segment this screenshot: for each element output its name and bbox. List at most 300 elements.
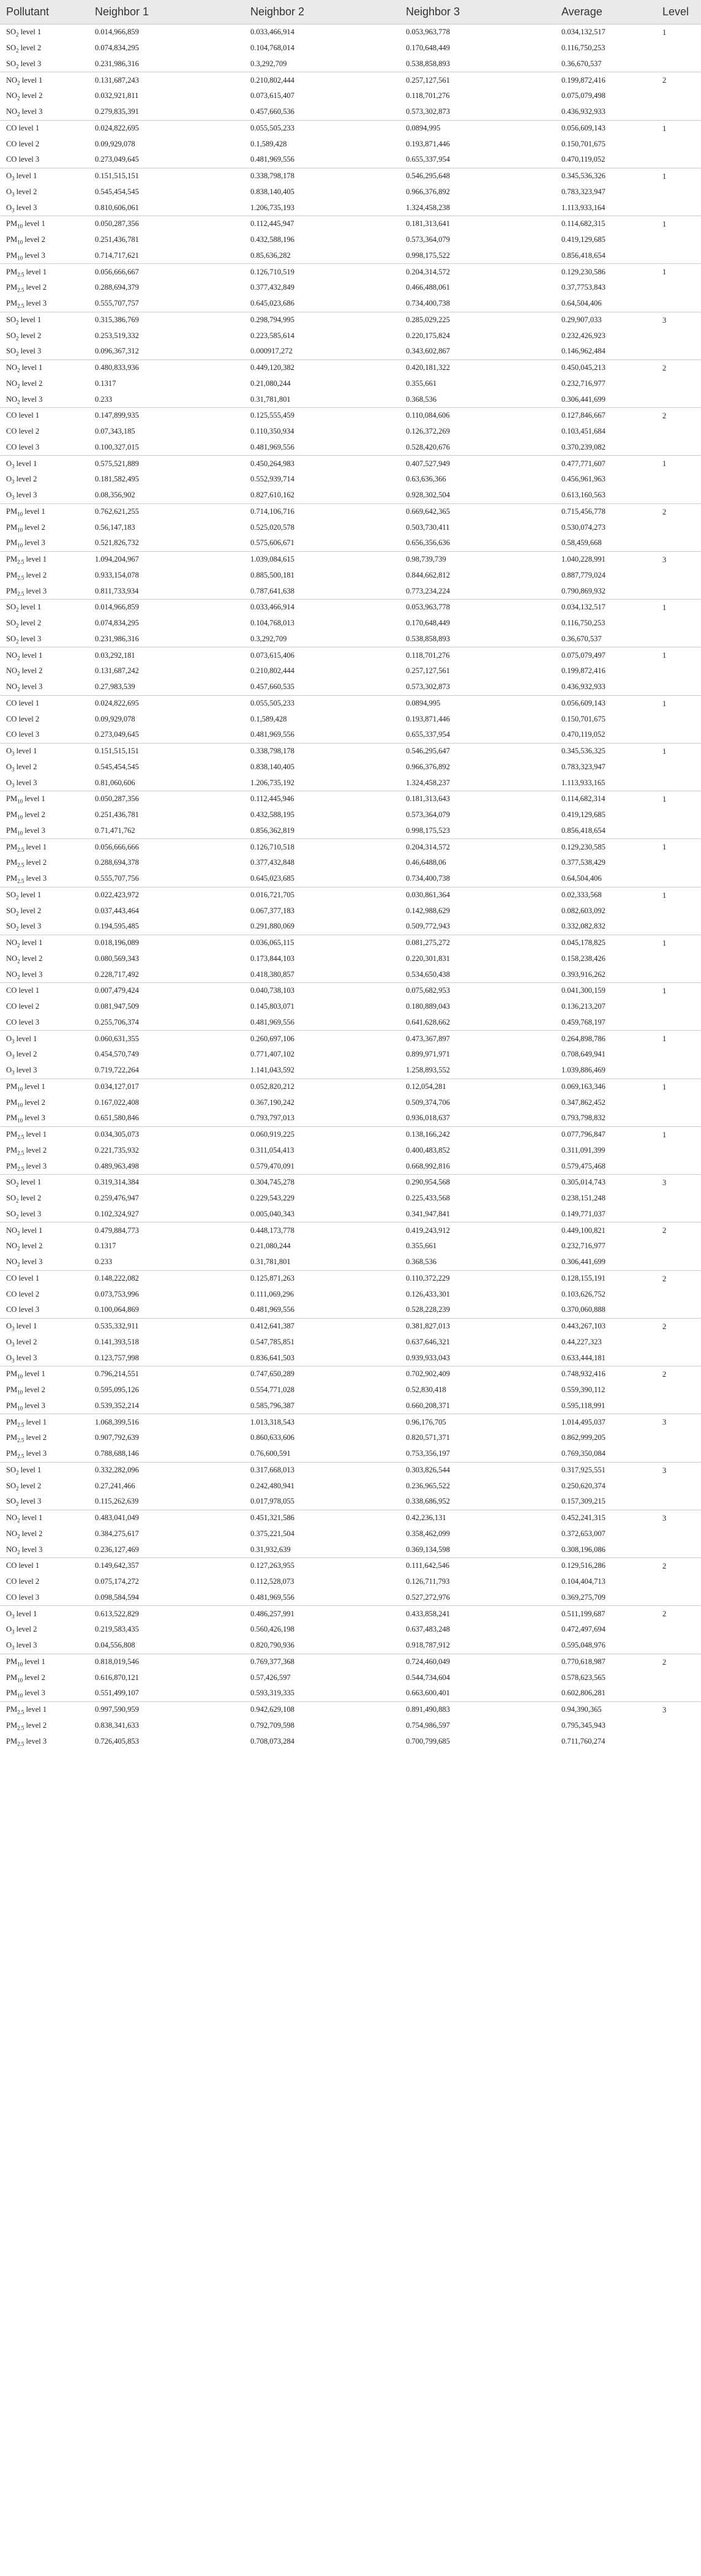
average-cell: 0.232,716,977 xyxy=(561,378,605,388)
header-level: Level xyxy=(656,0,701,24)
neighbor-cell: 0.08,356,902 xyxy=(95,491,135,500)
neighbor-cell: 0.319,314,384 xyxy=(89,1175,244,1191)
header-average: Average xyxy=(555,0,656,24)
neighbor-cell: 0.939,933,043 xyxy=(406,1353,450,1362)
neighbor-cell: 0.575,606,671 xyxy=(250,538,294,548)
neighbor-cell: 0.573,302,873 xyxy=(406,682,450,691)
table-row xyxy=(0,663,701,679)
pollutant-cell: $O_3$ level 3 xyxy=(6,1641,37,1651)
average-cell: 1.039,886,469 xyxy=(561,1066,605,1075)
pollutant-cell: $O_3$ level 2 xyxy=(6,1050,37,1060)
table-row xyxy=(0,104,701,120)
table-row xyxy=(0,1670,701,1685)
average-cell: 0.250,620,374 xyxy=(561,1481,605,1490)
average-cell: 0.127,846,667 xyxy=(555,408,656,424)
neighbor-cell: 0.420,181,322 xyxy=(400,360,555,375)
pollutant-cell: $O_3$ level 1 xyxy=(0,1318,89,1334)
table-row xyxy=(0,1302,701,1318)
table-row xyxy=(0,56,701,72)
neighbor-cell: 0.838,140,405 xyxy=(250,762,294,771)
pollutant-cell: $O_3$ level 2 xyxy=(6,475,37,485)
table-row xyxy=(0,711,701,727)
neighbor-cell: 0.053,963,778 xyxy=(400,24,555,40)
average-cell: 0.711,760,274 xyxy=(561,1736,605,1746)
neighbor-cell: 0.451,321,586 xyxy=(244,1510,400,1526)
average-cell: 0.069,163,346 xyxy=(555,1079,656,1094)
level-cell: 1 xyxy=(656,168,701,216)
level-cell: 3 xyxy=(656,1462,701,1510)
neighbor-cell: 0.891,490,883 xyxy=(400,1701,555,1717)
table-row xyxy=(0,535,701,551)
level-cell: 1 xyxy=(656,24,701,72)
neighbor-cell: 0.067,377,183 xyxy=(250,906,294,915)
table-row xyxy=(0,360,701,375)
neighbor-cell: 0.734,400,738 xyxy=(406,874,450,883)
average-cell: 0.056,609,143 xyxy=(555,695,656,711)
neighbor-cell: 0.509,374,706 xyxy=(406,1098,450,1107)
neighbor-cell: 0.544,734,604 xyxy=(406,1673,450,1682)
level-cell: 3 xyxy=(656,1510,701,1557)
table-row xyxy=(0,472,701,488)
table-row xyxy=(0,216,701,232)
level-cell: 2 xyxy=(656,1270,701,1318)
table-row xyxy=(0,583,701,599)
average-cell: 0.075,079,498 xyxy=(561,91,605,100)
neighbor-cell: 0.827,610,162 xyxy=(250,491,294,500)
average-cell: 0.345,536,326 xyxy=(555,168,656,184)
neighbor-cell: 0.31,932,639 xyxy=(250,1545,291,1554)
average-cell: 0.29,907,033 xyxy=(555,312,656,328)
table-row xyxy=(0,440,701,456)
average-cell: 0.559,390,112 xyxy=(561,1385,605,1395)
table-row xyxy=(0,391,701,407)
neighbor-cell: 0.125,555,459 xyxy=(244,408,400,424)
average-cell: 0.64,504,406 xyxy=(561,299,602,308)
neighbor-cell: 0.110,084,606 xyxy=(400,408,555,424)
table-row xyxy=(0,1622,701,1638)
neighbor-cell: 0.63,636,366 xyxy=(406,475,446,484)
neighbor-cell: 0.56,147,183 xyxy=(95,522,135,532)
neighbor-cell: 0.273,049,645 xyxy=(95,155,139,164)
average-cell: 0.034,132,517 xyxy=(555,600,656,616)
neighbor-cell: 0.466,488,061 xyxy=(406,283,450,292)
neighbor-cell: 0.127,263,955 xyxy=(244,1558,400,1574)
table-row xyxy=(0,1430,701,1446)
table-row xyxy=(0,519,701,535)
level-cell: 2 xyxy=(656,408,701,456)
pollutant-cell: CO level 3 xyxy=(6,155,40,164)
average-cell: 0.443,267,103 xyxy=(555,1318,656,1334)
neighbor-cell: 0.338,686,952 xyxy=(406,1497,450,1506)
pollutant-cell: $O_3$ level 2 xyxy=(6,1337,37,1348)
level-cell: 1 xyxy=(656,1079,701,1126)
average-cell: 0.372,653,007 xyxy=(561,1529,605,1538)
neighbor-cell: 0.007,479,424 xyxy=(89,983,244,999)
neighbor-cell: 0.645,023,686 xyxy=(250,299,294,308)
level-cell: 3 xyxy=(656,312,701,360)
table-row xyxy=(0,1446,701,1462)
table-row xyxy=(0,1191,701,1207)
pollutant-cell: $PM_{2.5}$ level 3 xyxy=(6,299,47,309)
level-cell: 3 xyxy=(656,1175,701,1222)
level-cell: 1 xyxy=(656,264,701,312)
neighbor-cell: 0.367,190,242 xyxy=(250,1098,294,1107)
pollutant-cell: CO level 2 xyxy=(6,139,40,148)
neighbor-cell: 0.907,792,639 xyxy=(95,1433,139,1442)
table-row xyxy=(0,248,701,264)
pollutant-cell: $NO_2$ level 2 xyxy=(6,91,43,102)
neighbor-cell: 0.585,796,387 xyxy=(250,1401,294,1410)
neighbor-cell: 0.546,295,648 xyxy=(400,168,555,184)
neighbor-cell: 0.055,505,233 xyxy=(244,695,400,711)
average-cell: 0.199,872,416 xyxy=(555,72,656,88)
average-cell: 0.345,536,325 xyxy=(555,743,656,759)
neighbor-cell: 0.355,661 xyxy=(406,1241,437,1251)
neighbor-cell: 0.014,966,859 xyxy=(89,600,244,616)
neighbor-cell: 0.57,426,597 xyxy=(250,1673,291,1682)
table-row xyxy=(0,88,701,104)
average-cell: 0.459,768,197 xyxy=(561,1017,605,1026)
table-row xyxy=(0,983,701,999)
table-row xyxy=(0,1398,701,1414)
pollutant-cell: $PM_{10}$ level 3 xyxy=(6,538,45,549)
neighbor-cell: 0.210,802,444 xyxy=(244,72,400,88)
neighbor-cell: 0.100,327,015 xyxy=(95,442,139,451)
level-cell: 2 xyxy=(656,1318,701,1366)
average-cell: 0.116,750,253 xyxy=(561,619,605,628)
average-cell: 0.470,119,052 xyxy=(561,730,605,739)
neighbor-cell: 0.073,753,996 xyxy=(95,1289,139,1298)
neighbor-cell: 0.098,584,594 xyxy=(95,1592,139,1602)
neighbor-cell: 0.811,733,934 xyxy=(95,586,139,595)
table-row xyxy=(0,631,701,647)
neighbor-cell: 0.126,710,519 xyxy=(244,264,400,280)
pollutant-cell: $NO_2$ level 2 xyxy=(6,378,43,390)
table-row xyxy=(0,1526,701,1542)
table-row xyxy=(0,503,701,519)
neighbor-cell: 0.933,154,078 xyxy=(95,570,139,579)
table-row xyxy=(0,264,701,280)
average-cell: 0.232,716,977 xyxy=(561,1241,605,1251)
neighbor-cell: 0.31,781,801 xyxy=(250,394,291,404)
average-cell: 1.113,933,165 xyxy=(561,778,605,787)
neighbor-cell: 0.377,432,849 xyxy=(250,283,294,292)
table-row xyxy=(0,1031,701,1047)
table-row xyxy=(0,72,701,88)
neighbor-cell: 0.479,884,773 xyxy=(89,1222,244,1238)
average-cell: 0.450,045,213 xyxy=(555,360,656,375)
neighbor-cell: 0.724,460,049 xyxy=(400,1654,555,1670)
pollutant-cell: $PM_{2.5}$ level 3 xyxy=(6,1161,47,1172)
pollutant-cell: $PM_{10}$ level 1 xyxy=(0,216,89,232)
table-row xyxy=(0,966,701,982)
table-row xyxy=(0,600,701,616)
pollutant-cell: $PM_{2.5}$ level 1 xyxy=(0,1701,89,1717)
neighbor-cell: 0.700,799,685 xyxy=(406,1736,450,1746)
neighbor-cell: 0.534,650,438 xyxy=(406,970,450,979)
pollutant-cell: $PM_{2.5}$ level 1 xyxy=(0,551,89,567)
average-cell: 0.579,475,468 xyxy=(561,1161,605,1170)
neighbor-cell: 0.942,629,108 xyxy=(244,1701,400,1717)
level-cell: 1 xyxy=(656,456,701,503)
neighbor-cell: 0.018,196,089 xyxy=(89,935,244,951)
neighbor-cell: 0.317,668,013 xyxy=(244,1462,400,1478)
neighbor-cell: 0.257,127,561 xyxy=(406,666,450,676)
average-cell: 0.034,132,517 xyxy=(555,24,656,40)
neighbor-cell: 0.838,140,405 xyxy=(250,187,294,196)
table-row xyxy=(0,1685,701,1701)
pollutant-cell: $PM_{10}$ level 1 xyxy=(0,1366,89,1382)
pollutant-cell: $PM_{10}$ level 2 xyxy=(6,1673,45,1684)
average-cell: 0.077,796,847 xyxy=(555,1126,656,1142)
neighbor-cell: 0.754,986,597 xyxy=(406,1720,450,1730)
table-row xyxy=(0,1254,701,1270)
average-cell: 0.157,309,215 xyxy=(561,1497,605,1506)
average-cell: 0.103,451,684 xyxy=(561,427,605,436)
level-cell: 1 xyxy=(656,695,701,743)
average-cell: 0.158,238,426 xyxy=(561,954,605,963)
pollutant-cell: $PM_{2.5}$ level 3 xyxy=(6,874,47,884)
pollutant-cell: $PM_{10}$ level 1 xyxy=(0,503,89,519)
neighbor-cell: 0.075,682,953 xyxy=(400,983,555,999)
pollutant-cell: $SO_2$ level 3 xyxy=(6,922,42,932)
pollutant-cell: $NO_2$ level 1 xyxy=(0,647,89,663)
neighbor-cell: 0.762,621,255 xyxy=(89,503,244,519)
neighbor-cell: 1.258,893,552 xyxy=(406,1066,450,1075)
neighbor-cell: 0.279,835,391 xyxy=(95,107,139,116)
neighbor-cell: 0.81,060,606 xyxy=(95,778,135,787)
pollutant-cell: $PM_{10}$ level 3 xyxy=(6,1689,45,1699)
average-cell: 0.419,129,685 xyxy=(561,235,605,244)
level-cell: 1 xyxy=(656,1126,701,1174)
neighbor-cell: 0.528,420,676 xyxy=(406,442,450,451)
pollutant-cell: $PM_{2.5}$ level 1 xyxy=(0,1414,89,1430)
average-cell: 0.595,048,976 xyxy=(561,1641,605,1650)
average-cell: 0.129,230,585 xyxy=(555,839,656,855)
level-cell: 3 xyxy=(656,1414,701,1462)
neighbor-cell: 0.341,947,841 xyxy=(406,1209,450,1218)
pollutant-cell: $NO_2$ level 1 xyxy=(0,935,89,951)
pollutant-cell: $O_3$ level 1 xyxy=(0,1606,89,1622)
level-cell: 1 xyxy=(656,935,701,982)
pollutant-cell: CO level 3 xyxy=(6,1017,40,1026)
average-cell: 0.602,806,281 xyxy=(561,1689,605,1698)
neighbor-cell: 0.714,717,621 xyxy=(95,250,139,260)
neighbor-cell: 0.655,337,954 xyxy=(406,155,450,164)
neighbor-cell: 0.483,041,049 xyxy=(89,1510,244,1526)
neighbor-cell: 0.545,454,545 xyxy=(95,762,139,771)
neighbor-cell: 0.593,319,335 xyxy=(250,1689,294,1698)
neighbor-cell: 0.1,589,428 xyxy=(250,139,287,148)
level-cell: 1 xyxy=(656,791,701,839)
neighbor-cell: 0.220,175,824 xyxy=(406,331,450,340)
neighbor-cell: 0.796,214,551 xyxy=(89,1366,244,1382)
neighbor-cell: 0.454,570,749 xyxy=(95,1050,139,1059)
average-cell: 0.470,119,052 xyxy=(561,155,605,164)
header-neighbor-1: Neighbor 1 xyxy=(89,0,244,24)
average-cell: 0.104,404,713 xyxy=(561,1577,605,1586)
pollutant-cell: CO level 2 xyxy=(6,1289,40,1298)
table-row xyxy=(0,1382,701,1398)
table-row xyxy=(0,1606,701,1622)
neighbor-cell: 0.481,969,556 xyxy=(250,1592,294,1602)
level-cell: 1 xyxy=(656,647,701,695)
neighbor-cell: 0.285,029,225 xyxy=(400,312,555,328)
neighbor-cell: 0.111,069,296 xyxy=(250,1289,294,1298)
level-cell: 2 xyxy=(656,72,701,120)
neighbor-cell: 0.112,528,073 xyxy=(250,1577,294,1586)
neighbor-cell: 0.343,602,867 xyxy=(406,347,450,356)
pollutant-cell: $NO_2$ level 1 xyxy=(0,72,89,88)
neighbor-cell: 1.206,735,192 xyxy=(250,778,294,787)
average-cell: 0.308,196,086 xyxy=(561,1545,605,1554)
table-row xyxy=(0,919,701,935)
average-cell: 0.790,869,932 xyxy=(561,586,605,595)
average-cell: 0.795,345,943 xyxy=(561,1720,605,1730)
neighbor-cell: 0.457,660,535 xyxy=(250,682,294,691)
pollutant-cell: $NO_2$ level 1 xyxy=(0,1222,89,1238)
neighbor-cell: 0.1317 xyxy=(95,1241,116,1251)
neighbor-cell: 0.997,590,959 xyxy=(89,1701,244,1717)
pollutant-cell: CO level 2 xyxy=(6,427,40,436)
neighbor-cell: 0.151,515,151 xyxy=(89,743,244,759)
average-cell: 0.511,199,687 xyxy=(555,1606,656,1622)
neighbor-cell: 0.71,471,762 xyxy=(95,826,135,835)
neighbor-cell: 0.036,065,115 xyxy=(244,935,400,951)
neighbor-cell: 0.040,738,103 xyxy=(244,983,400,999)
neighbor-cell: 0.255,706,374 xyxy=(95,1017,139,1026)
pollutant-cell: $NO_2$ level 3 xyxy=(6,682,43,693)
neighbor-cell: 0.210,802,444 xyxy=(250,666,294,676)
neighbor-cell: 0.315,386,769 xyxy=(89,312,244,328)
table-row xyxy=(0,999,701,1015)
table-row xyxy=(0,1366,701,1382)
pollutant-cell: $SO_2$ level 1 xyxy=(0,24,89,40)
neighbor-cell: 0.131,687,243 xyxy=(89,72,244,88)
table-row xyxy=(0,1286,701,1302)
average-cell: 0.056,609,143 xyxy=(555,120,656,136)
neighbor-cell: 0.022,423,972 xyxy=(89,887,244,903)
neighbor-cell: 0.017,978,055 xyxy=(250,1497,294,1506)
table-row xyxy=(0,1494,701,1510)
table-row xyxy=(0,40,701,56)
average-cell: 0.150,701,675 xyxy=(561,714,605,723)
pollutant-cell: CO level 1 xyxy=(0,408,89,424)
neighbor-cell: 0.418,380,857 xyxy=(250,970,294,979)
neighbor-cell: 0.181,582,495 xyxy=(95,475,139,484)
neighbor-cell: 0.928,302,504 xyxy=(406,491,450,500)
table-row xyxy=(0,376,701,392)
neighbor-cell: 0.181,313,643 xyxy=(400,791,555,807)
pollutant-cell: $NO_2$ level 2 xyxy=(6,1241,43,1252)
neighbor-cell: 0.193,871,446 xyxy=(406,714,450,723)
neighbor-cell: 0.528,228,239 xyxy=(406,1305,450,1314)
neighbor-cell: 0.220,301,831 xyxy=(406,954,450,963)
neighbor-cell: 0.457,660,536 xyxy=(250,107,294,116)
table-row xyxy=(0,616,701,631)
table-row xyxy=(0,408,701,424)
neighbor-cell: 0.291,880,069 xyxy=(250,922,294,931)
neighbor-cell: 0.259,476,947 xyxy=(95,1194,139,1203)
neighbor-cell: 0.290,954,568 xyxy=(400,1175,555,1191)
neighbor-cell: 0.747,650,289 xyxy=(244,1366,400,1382)
average-cell: 0.44,227,323 xyxy=(561,1337,602,1346)
neighbor-cell: 0.303,826,544 xyxy=(400,1462,555,1478)
neighbor-cell: 0.074,834,295 xyxy=(95,619,139,628)
pollutant-cell: $PM_{2.5}$ level 2 xyxy=(6,858,47,868)
pollutant-cell: $O_3$ level 2 xyxy=(6,1625,37,1635)
neighbor-cell: 0.521,826,732 xyxy=(95,538,139,548)
average-cell: 0.456,961,963 xyxy=(561,475,605,484)
neighbor-cell: 1.206,735,193 xyxy=(250,203,294,212)
table-row xyxy=(0,1510,701,1526)
neighbor-cell: 0.714,106,716 xyxy=(244,503,400,519)
table-row xyxy=(0,1094,701,1110)
header-neighbor-3: Neighbor 3 xyxy=(400,0,555,24)
neighbor-cell: 0.377,432,848 xyxy=(250,858,294,867)
neighbor-cell: 0.034,305,073 xyxy=(89,1126,244,1142)
neighbor-cell: 0.1,589,428 xyxy=(250,714,287,723)
table-row xyxy=(0,120,701,136)
average-cell: 0.103,626,752 xyxy=(561,1289,605,1298)
neighbor-cell: 0.669,642,365 xyxy=(400,503,555,519)
neighbor-cell: 0.073,615,407 xyxy=(250,91,294,100)
table-row xyxy=(0,647,701,663)
pollutant-cell: $SO_2$ level 1 xyxy=(0,600,89,616)
neighbor-cell: 1.141,043,592 xyxy=(250,1066,294,1075)
pollutant-cell: $O_3$ level 3 xyxy=(6,203,37,214)
average-cell: 0.149,771,037 xyxy=(561,1209,605,1218)
pollutant-cell: $SO_2$ level 3 xyxy=(6,1209,42,1220)
level-cell: 1 xyxy=(656,1031,701,1079)
neighbor-cell: 0.966,376,892 xyxy=(406,762,450,771)
pollutant-cell: $PM_{2.5}$ level 1 xyxy=(0,1126,89,1142)
pollutant-cell: CO level 3 xyxy=(6,442,40,451)
neighbor-cell: 0.555,707,757 xyxy=(95,299,139,308)
level-cell: 2 xyxy=(656,360,701,407)
level-cell: 1 xyxy=(656,600,701,647)
average-cell: 0.041,300,159 xyxy=(555,983,656,999)
neighbor-cell: 0.118,701,276 xyxy=(406,91,450,100)
neighbor-cell: 0.535,332,911 xyxy=(89,1318,244,1334)
pollutant-cell: $PM_{2.5}$ level 2 xyxy=(6,283,47,293)
pollutant-cell: $PM_{10}$ level 3 xyxy=(6,1401,45,1412)
neighbor-cell: 0.060,919,225 xyxy=(244,1126,400,1142)
average-cell: 0.146,962,484 xyxy=(561,347,605,356)
neighbor-cell: 0.489,963,498 xyxy=(95,1161,139,1170)
neighbor-cell: 0.060,631,355 xyxy=(89,1031,244,1047)
neighbor-cell: 0.547,785,851 xyxy=(250,1337,294,1346)
neighbor-cell: 0.538,858,893 xyxy=(406,59,450,68)
neighbor-cell: 0.539,352,214 xyxy=(95,1401,139,1410)
average-cell: 0.306,441,699 xyxy=(561,394,605,404)
average-cell: 0.128,155,191 xyxy=(555,1270,656,1286)
neighbor-cell: 0.480,833,936 xyxy=(89,360,244,375)
average-cell: 0.36,670,537 xyxy=(561,634,602,643)
neighbor-cell: 0.860,633,606 xyxy=(250,1433,294,1442)
table-row xyxy=(0,935,701,951)
level-cell: 2 xyxy=(656,1558,701,1606)
neighbor-cell: 0.773,234,224 xyxy=(406,586,450,595)
neighbor-cell: 0.573,302,873 xyxy=(406,107,450,116)
table-row xyxy=(0,743,701,759)
neighbor-cell: 0.081,275,272 xyxy=(400,935,555,951)
pollutant-cell: $SO_2$ level 1 xyxy=(0,1462,89,1478)
average-cell: 0.114,682,314 xyxy=(555,791,656,807)
table-row xyxy=(0,1478,701,1494)
level-cell: 1 xyxy=(656,983,701,1031)
neighbor-cell: 0.056,666,667 xyxy=(89,264,244,280)
